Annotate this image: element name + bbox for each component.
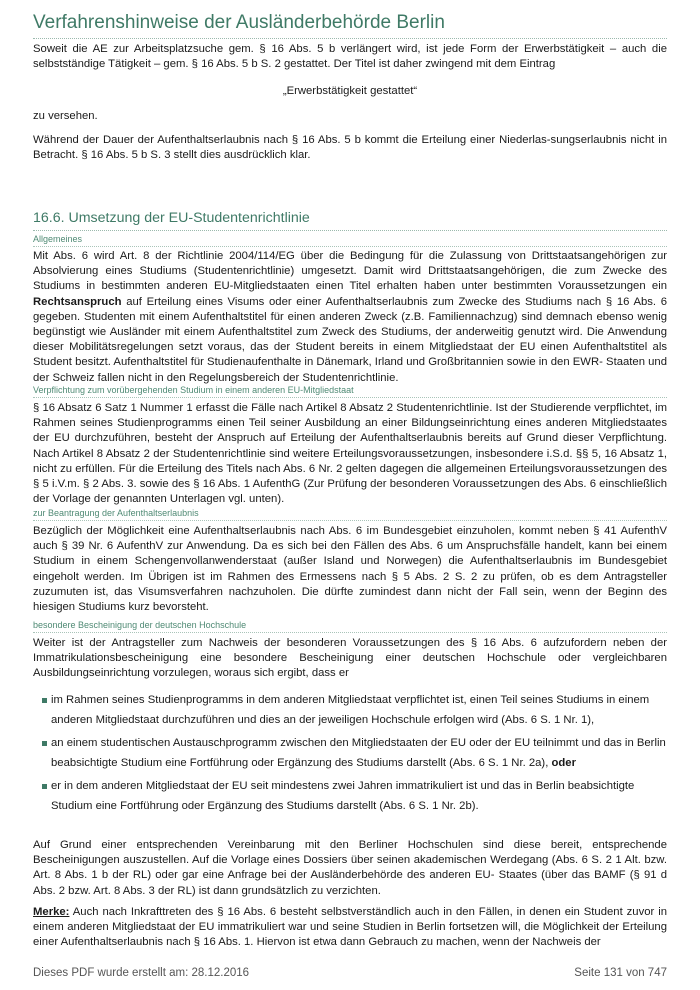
section-divider	[33, 230, 667, 231]
subheading-allgemeines: Allgemeines	[33, 234, 83, 244]
list-item-text: an einem studentischen Austauschprogramm zwischen den Mitgliedstaaten der EU oder der EU teilnimmt und das in Berlin beabsichtigte Studium eine Fortführung oder Ergänzung des Studiums darstellt (Abs. 6 S. 1 Nr. 2a),	[51, 737, 666, 769]
list-item	[33, 733, 667, 773]
subheading-divider	[33, 246, 667, 247]
bullet-icon	[42, 741, 47, 746]
list-item-bold: oder	[551, 757, 576, 769]
subheading-divider	[33, 632, 667, 633]
intro-paragraph: Soweit die AE zur Arbeitsplatzsuche gem. § 16 Abs. 5 b verlängert wird, ist jede Form der Erwerbstätigkeit – auch die selbstständige Tätigkeit – gem. § 16 Abs. 5 b S. 2 gestattet. Der Titel ist daher zwingend mit dem Eintrag	[33, 43, 667, 71]
allgemeines-bold: Rechtsanspruch	[33, 295, 122, 308]
allgemeines-paragraph	[33, 249, 667, 386]
merke-paragraph	[33, 905, 667, 951]
verpflichtung-paragraph: § 16 Absatz 6 Satz 1 Nummer 1 erfasst die Fälle nach Artikel 8 Absatz 2 Studentenrichtlinie. Ist der Studierende verpflichtet, im Rahmen seines Studienprogramms einen Teil seiner Ausbildung an einer Bildungseinrichtung eines anderen Mitgliedstaates der EU durchzuführen, besteht der Anspruch auf Erteilung der Aufenthaltserlaubnis bereits auf Grund dieser Verpflichtung. Nach Artikel 8 Absatz 2 der Studentenrichtlinie sind weitere Erteilungsvoraussetzungen, insbesondere i.S.d. §§ 5, 16 Absatz 1, nicht zu erfüllen. Für die Erteilung des Titels nach Abs. 6 Nr. 2 gelten dagegen die allgemeinen Erteilungsvoraussetzungen des § 5 i.V.m. § 2 Abs. 3. sowie des § 16 Abs. 1 AufenthG (Zur Prüfung der besonderen Voraussetzungen des Abs. 6 einschließlich der Vorlage der genannten Unterlagen vgl. unten).	[33, 402, 667, 506]
merke-label: Merke:	[33, 906, 70, 918]
bullet-icon	[42, 784, 47, 789]
subheading-divider	[33, 397, 667, 398]
beantragung-paragraph: Bezüglich der Möglichkeit eine Aufenthaltserlaubnis nach Abs. 6 im Bundesgebiet einzuholen, kommt neben § 41 AufenthV auch § 39 Nr. 6 AufenthV zur Anwendung. Da es sich bei den Fällen des Abs. 6 um Anspruchsfälle handelt, kann bei einem Studium in einem Schengenvollanwenderstaat (außer Island und Norwegen) die Aufenthaltserlaubnis im Bundesgebiet eingeholt werden. Im Übrigen ist im Rahmen des Ermessens nach § 5 Abs. 2 S. 2 zu prüfen, ob es dem Antragsteller zuzumuten ist, das Visumsverfahren nachzuholen. Die dürfte zumindest dann nicht der Fall sein, wenn der Beginn des hiesigen Studiums kurz bevorsteht.	[33, 525, 667, 614]
intro-paragraph-2: zu versehen.	[33, 110, 98, 122]
subheading-divider	[33, 520, 667, 521]
intro-paragraph-3: Während der Dauer der Aufenthaltserlaubnis nach § 16 Abs. 5 b kommt die Erteilung einer Niederlas-sungserlaubnis nicht in Betracht. § 16 Abs. 5 b S. 3 stellt dies ausdrücklich klar.	[33, 134, 667, 162]
subheading-bescheinigung: besondere Bescheinigung der deutschen Hochschule	[33, 620, 247, 630]
allgemeines-text-before: Mit Abs. 6 wird Art. 8 der Richtlinie 2004/114/EG über die Bedingung für die Zulassung von Drittstaatsangehörigen zur Absolvierung eines Studiums (Studentenrichtlinie) umgesetzt. Damit wird Drittstaatsangehörigen, die zum Zwecke des Studiums in bestimmten anderen EU-Mitgliedstaaten einen Titel erhalten haben unter bestimmten Voraussetzungen ein	[33, 250, 667, 293]
bullet-icon	[42, 698, 47, 703]
page-title: Verfahrenshinweise der Ausländerbehörde Berlin	[33, 12, 445, 33]
list-item-text: im Rahmen seines Studienprogramms in dem anderen Mitgliedstaat verpflichtet ist, einen Teil seines Studiums in einem anderen Mitgliedstaat durchzuführen und dies an der jeweiligen Hochschule erfolgen wird (Abs. 6 S. 1 Nr. 1),	[51, 694, 650, 726]
closing-paragraph: Auf Grund einer entsprechenden Vereinbarung mit den Berliner Hochschulen sind diese bereit, entsprechende Bescheinigungen auszustellen. Auf die Vorlage eines Dossiers über seinen akademischen Werdegang (Abs. 6 S. 2 1 Alt. bzw. Art. 8 Abs. 1 b der RL) oder gar eine Anfrage bei der Ausländerbehörde des anderen EU- Staates (über das BAMF (§ 91 d Abs. 2 bzw. Art. 8 Abs. 3 der RL) ist dann grundsätzlich zu verzichten.	[33, 839, 667, 897]
bescheinigung-paragraph: Weiter ist der Antragsteller zum Nachweis der besonderen Voraussetzungen des § 16 Abs. 6 aufzufordern neben der Immatrikulationsbescheinigung eine besondere Bescheinigung einer deutschen Hochschule oder vergleichbaren Ausbildungseinrichtung vorzulegen, woraus sich ergibt, dass er	[33, 637, 667, 680]
merke-text: Auch nach Inkrafttreten des § 16 Abs. 6 besteht selbstverständlich auch in den Fällen, in denen ein Student zuvor in einem anderen Mitgliedstaat der EU immatrikuliert war und seine Studien in Berlin fortsetzen will, die Möglichkeit der Erteilung einer Aufenthaltserlaubnis nach § 16 Abs. 1. Hiervon ist etwa dann Gebrauch zu machen, wenn der Nachweis der	[33, 906, 668, 949]
section-heading: 16.6. Umsetzung der EU-Studentenrichtlinie	[33, 210, 310, 226]
allgemeines-text-after: auf Erteilung eines Visums oder einer Aufenthaltserlaubnis zum Zwecke des Studiums nach § 16 Abs. 6 gegeben. Studenten mit einem Aufenthaltstitel für einen anderen Zweck (z.B. Familiennachzug) sind demnach ebenso wenig begünstigt wie Ausländer mit einem Aufenthaltstitel zum Zweck des Studiums, der anderweitig genutzt wird. Die Anwendung dieser Mobilitätsregelungen setzt voraus, das der Student bereits in einem Mitgliedstaat der EU einen Aufenthaltstitel als Student besitzt. Aufenthaltstitel für Studienaufenthalte in Dänemark, Irland und Großbritannien sowie in den EWR- Staaten und der Schweiz fallen nicht in den Regelungsbereich der Studentenrichtlinie.	[33, 295, 668, 384]
title-divider	[33, 38, 667, 39]
list-item	[33, 776, 667, 816]
list-item	[33, 690, 667, 730]
list-item-text: er in dem anderen Mitgliedstaat der EU seit mindestens zwei Jahren immatrikuliert ist und das in Berlin beabsichtigte Studium eine Fortführung oder Ergänzung des Studiums darstellt (Abs. 6 S. 1 Nr. 2b).	[51, 780, 635, 812]
intro-quote: „Erwerbstätigkeit gestattet“	[282, 85, 418, 97]
subheading-verpflichtung: Verpflichtung zum vorübergehenden Studium in einem anderen EU-Mitgliedstaat	[33, 385, 354, 395]
footer-page-number: Seite 131 von 747	[574, 967, 667, 979]
requirements-list	[33, 690, 667, 819]
footer-created-date: Dieses PDF wurde erstellt am: 28.12.2016	[33, 967, 250, 979]
subheading-beantragung: zur Beantragung der Aufenthaltserlaubnis	[33, 508, 199, 518]
